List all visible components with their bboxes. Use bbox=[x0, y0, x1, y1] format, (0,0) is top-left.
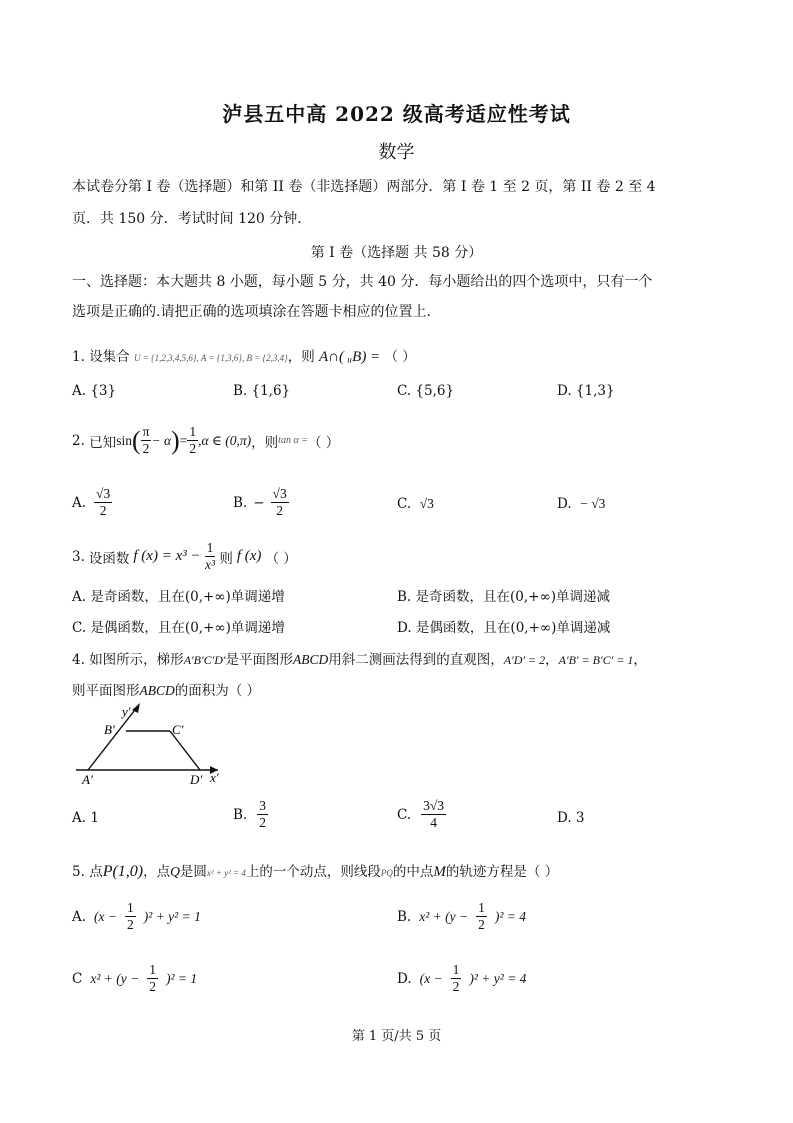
alpha-range: ,α ∈ (0,π) bbox=[198, 432, 252, 448]
label-b-prime: B′ bbox=[104, 722, 115, 737]
equals-sign: = bbox=[179, 432, 188, 448]
option-d[interactable]: D. (x − $\frac{1}{2}$ )² + y² = 4 bbox=[397, 962, 527, 994]
option-b[interactable]: B. − $\frac{√3}{2}$ bbox=[233, 486, 287, 518]
tan-alpha: tan α = bbox=[278, 435, 308, 446]
option-a[interactable]: A. (x − $\frac{1}{2}$ )² + y² = 1 bbox=[72, 900, 201, 932]
question-text: 如图所示，梯形 bbox=[89, 652, 184, 668]
option-d[interactable]: D. 3 bbox=[557, 810, 585, 826]
exam-title: 泸县五中高 2022 级高考适应性考试 bbox=[222, 102, 571, 126]
option-b[interactable]: B. $\frac{3}{2}$ bbox=[233, 798, 266, 830]
fraction: $\frac{1}{2}$ bbox=[149, 962, 156, 994]
minus-alpha: − α bbox=[151, 432, 172, 448]
question-text: 的轨迹方程是（ ） bbox=[445, 864, 559, 880]
fraction: $\frac{1}{2}$ bbox=[452, 962, 460, 994]
option-c[interactable]: C x² + (y − $\frac{1}{2}$ )² = 1 bbox=[72, 962, 198, 994]
question-text: 的中点 bbox=[392, 864, 434, 880]
function-ref: f (x) bbox=[236, 548, 262, 564]
option-d[interactable]: D. 是偶函数，且在(0,+∞)单调递减 bbox=[397, 620, 611, 636]
question-text: 是平面图形 bbox=[225, 652, 294, 668]
question-text: 设集合 bbox=[89, 349, 130, 365]
label-y-prime: y′ bbox=[122, 704, 131, 719]
math-ad: A′D′ = 2 bbox=[503, 653, 546, 667]
question-text: ，则 bbox=[251, 434, 279, 451]
pi-over-two: $\frac{\pi}{2}$ bbox=[142, 424, 150, 456]
section-instruction-2: 选项是正确的.请把正确的选项填涂在答题卡相应的位置上. bbox=[72, 304, 431, 320]
question-text: 则 bbox=[219, 550, 233, 567]
option-d[interactable]: D. − √3 bbox=[557, 496, 606, 512]
circle-equation: x² + y² = 4 bbox=[206, 868, 246, 878]
question-2 bbox=[72, 424, 339, 457]
question-text: 设函数 bbox=[88, 550, 130, 567]
section-heading: 第 I 卷（选择题 共 58 分） bbox=[310, 245, 483, 261]
question-1 bbox=[72, 345, 416, 366]
sin-function: sin bbox=[116, 432, 132, 448]
option-a[interactable]: A. 是奇函数，且在(0,+∞)单调递增 bbox=[72, 589, 285, 605]
question-text: 是圆 bbox=[179, 864, 207, 880]
question-text: ，点 bbox=[143, 864, 171, 880]
fraction: $\frac{1}{2}$ bbox=[127, 900, 134, 932]
section-instruction-1: 一、选择题：本大题共 8 小题，每小题 5 分，共 40 分．每小题给出的四个选项中，只有一个 bbox=[72, 274, 653, 290]
fraction: $\frac{3}{2}$ bbox=[259, 798, 266, 830]
answer-paren: （ ） bbox=[307, 434, 340, 451]
label-a-prime: A′ bbox=[82, 772, 93, 787]
option-b[interactable]: B. x² + (y − $\frac{1}{2}$ )² = 4 bbox=[397, 900, 526, 932]
question-text: 上的一个动点，则线段 bbox=[245, 864, 381, 880]
label-d-prime: D′ bbox=[190, 772, 203, 787]
math-expression: A∩( ᵤB) = bbox=[319, 349, 381, 365]
option-c[interactable]: C. √3 bbox=[397, 496, 434, 512]
option-c[interactable]: C. 是偶函数，且在(0,+∞)单调递增 bbox=[72, 620, 285, 636]
question-text: 的面积为（ ） bbox=[174, 683, 261, 699]
question-number: 3. bbox=[72, 548, 85, 565]
point-q: Q bbox=[170, 864, 180, 879]
question-4: 4. 如图所示，梯形A′B′C′D′是平面图形ABCD用斜二测画法得到的直观图，A′D′ = 2，A′B′ = B′C′ = 1， bbox=[72, 652, 647, 668]
intro-line-1: 本试卷分第 I 卷（选择题）和第 II 卷（非选择题）两部分．第 I 卷 1 至 2 页，第 II 卷 2 至 4 bbox=[72, 179, 656, 195]
question-number: 2. bbox=[72, 432, 85, 449]
point-p: P(1,0) bbox=[102, 863, 144, 880]
option-c[interactable]: C. {5,6} bbox=[397, 383, 455, 399]
answer-paren: （ ） bbox=[265, 550, 297, 567]
math-trapezoid: A′B′C′D′ bbox=[183, 653, 226, 667]
option-a[interactable]: A. $\frac{√3}{2}$ bbox=[72, 486, 111, 518]
label-x-prime: x′ bbox=[210, 770, 219, 785]
question-4-line-2 bbox=[72, 679, 260, 699]
option-a[interactable]: A. 1 bbox=[72, 810, 99, 826]
fraction: $\frac{1}{2}$ bbox=[478, 900, 485, 932]
fraction: $\frac{3√3}{4}$ bbox=[423, 798, 445, 830]
page-footer: 第 1 页/共 5 页 bbox=[351, 1029, 442, 1044]
question-5 bbox=[72, 860, 558, 881]
point-m: M bbox=[433, 864, 446, 880]
option-c[interactable]: C. $\frac{3√3}{4}$ bbox=[397, 798, 445, 830]
question-text: 点 bbox=[89, 864, 103, 880]
one-half: $\frac{1}{2}$ bbox=[189, 424, 197, 456]
label-c-prime: C′ bbox=[172, 722, 184, 737]
subject-title: 数学 bbox=[378, 142, 415, 163]
option-d[interactable]: D. {1,3} bbox=[557, 383, 615, 399]
segment-pq: PQ bbox=[380, 868, 393, 878]
right-paren: ) bbox=[171, 425, 180, 455]
left-paren: ( bbox=[131, 425, 141, 455]
option-b[interactable]: B. {1,6} bbox=[233, 383, 291, 399]
question-text: ，则 bbox=[287, 349, 315, 365]
intro-line-2: 页．共 150 分．考试时间 120 分钟． bbox=[72, 211, 312, 227]
answer-paren: （ ） bbox=[384, 349, 416, 365]
question-number: 4. bbox=[72, 652, 85, 668]
trapezoid-figure bbox=[72, 700, 232, 790]
set-definitions: U = {1,2,3,4,5,6}, A = {1,3,6}, B = {2,3,4} bbox=[133, 353, 288, 363]
question-text: 则平面图形 bbox=[72, 683, 140, 699]
question-3 bbox=[72, 540, 297, 573]
one-over-x-cubed: $\frac{1}{\text{x³}}$ bbox=[204, 540, 215, 572]
function-definition: f (x) = x³ − bbox=[133, 548, 201, 564]
option-a[interactable]: A. {3} bbox=[72, 383, 117, 399]
option-b[interactable]: B. 是奇函数，且在(0,+∞)单调递减 bbox=[397, 589, 610, 605]
question-number: 5. bbox=[72, 864, 85, 880]
math-ab-bc: A′B′ = B′C′ = 1 bbox=[558, 653, 634, 667]
fraction: $\frac{√3}{2}$ bbox=[96, 486, 111, 518]
question-text: 用斜二测画法得到的直观图， bbox=[328, 652, 504, 668]
math-abcd: ABCD bbox=[139, 683, 175, 698]
math-abcd: ABCD bbox=[293, 652, 329, 667]
question-text: 已知 bbox=[89, 434, 117, 451]
fraction: $\frac{√3}{2}$ bbox=[272, 486, 287, 518]
question-number: 1. bbox=[72, 349, 85, 365]
